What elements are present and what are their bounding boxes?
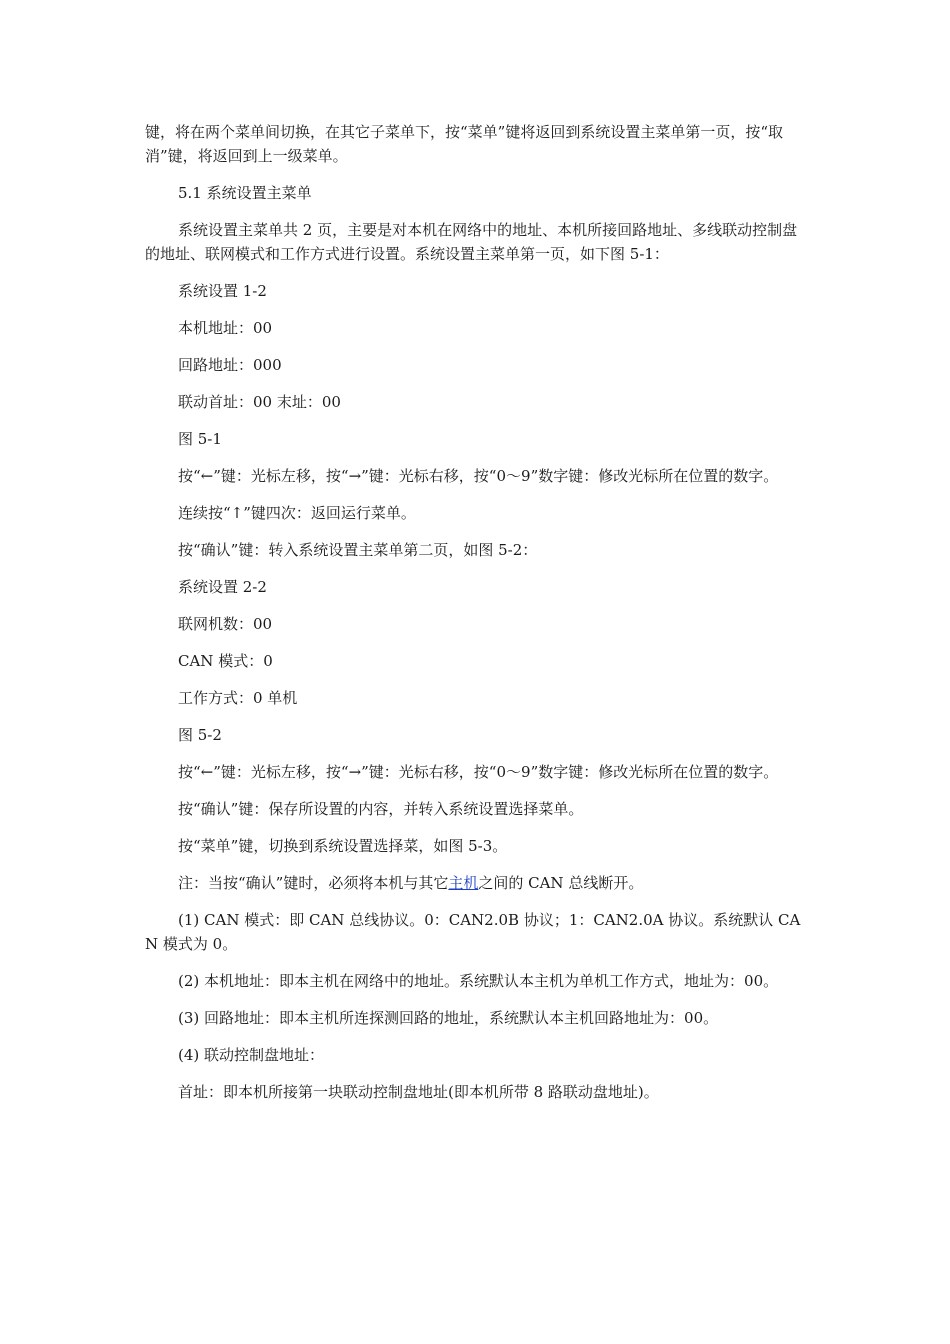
host-link[interactable]: 主机 <box>448 874 479 892</box>
paragraph-confirm-instruction: 按“确认”键：转入系统设置主菜单第二页，如图 5-2： <box>178 541 538 559</box>
figure-caption: 图 5-1 <box>178 430 222 448</box>
menu-line-network-count: 联网机数：00 <box>178 615 273 633</box>
list-item-local-address: (2) 本机地址：即本主机在网络中的地址。系统默认本主机为单机工作方式，地址为：00。 <box>178 972 779 990</box>
paragraph-key-instructions: 按“←”键：光标左移，按“→”键：光标右移，按“0～9”数字键：修改光标所在位置的数字。 <box>178 763 779 781</box>
note-text-end: 之间的 CAN 总线断开。 <box>478 874 644 892</box>
menu-line-can-mode: CAN 模式：0 <box>178 652 273 670</box>
paragraph-return-instruction: 连续按“↑”键四次：返回运行菜单。 <box>178 504 416 522</box>
list-item-linkage-address: (4) 联动控制盘地址： <box>178 1046 325 1064</box>
paragraph-intro: 系统设置主菜单共 2 页，主要是对本机在网络中的地址、本机所接回路地址、多线联动控制盘的地址、联网模式和工作方式进行设置。系统设置主菜单第一页，如下图 5-1： <box>145 221 798 263</box>
menu-line-work-mode: 工作方式：0 单机 <box>178 689 298 707</box>
section-heading: 5.1 系统设置主菜单 <box>178 184 312 202</box>
menu-line-title: 系统设置 2-2 <box>178 578 267 596</box>
paragraph-key-instructions: 按“←”键：光标左移，按“→”键：光标右移，按“0～9”数字键：修改光标所在位置的数字。 <box>178 467 779 485</box>
list-item-can-mode: (1) CAN 模式：即 CAN 总线协议。0：CAN2.0B 协议；1：CAN2.0A 协议。系统默认 CAN 模式为 0。 <box>145 911 801 953</box>
paragraph-note <box>145 871 810 895</box>
menu-line-loop-address: 回路地址：000 <box>178 356 282 374</box>
paragraph-save-instruction: 按“确认”键：保存所设置的内容，并转入系统设置选择菜单。 <box>178 800 584 818</box>
paragraph-first-address: 首址：即本机所接第一块联动控制盘地址(即本机所带 8 路联动盘地址)。 <box>178 1083 659 1101</box>
note-text-start: 注：当按“确认”键时，必须将本机与其它 <box>178 874 449 892</box>
paragraph-continuation: 键，将在两个菜单间切换，在其它子菜单下，按“菜单”键将返回到系统设置主菜单第一页，按“取消”键，将返回到上一级菜单。 <box>145 123 784 165</box>
menu-line-title: 系统设置 1-2 <box>178 282 267 300</box>
list-item-loop-address: (3) 回路地址：即本主机所连探测回路的地址，系统默认本主机回路地址为：00。 <box>178 1009 719 1027</box>
document-page <box>145 120 810 1104</box>
paragraph-menu-instruction: 按“菜单”键，切换到系统设置选择菜，如图 5-3。 <box>178 837 508 855</box>
menu-line-linkage-address: 联动首址：00 末址：00 <box>178 393 341 411</box>
figure-caption: 图 5-2 <box>178 726 222 744</box>
menu-line-local-address: 本机地址：00 <box>178 319 273 337</box>
